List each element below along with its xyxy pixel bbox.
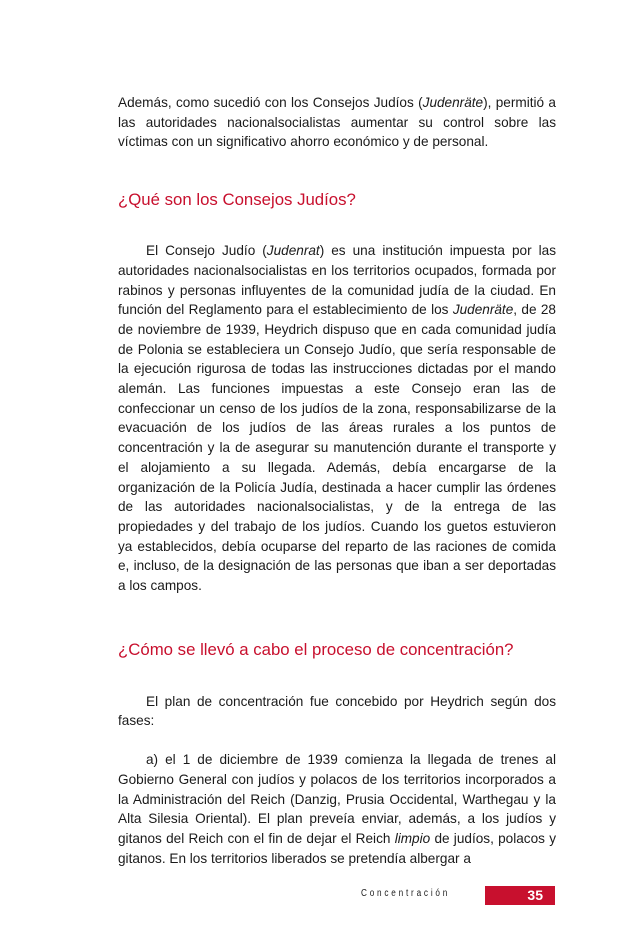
- page-number: 35: [527, 887, 543, 903]
- text-run: , de 28 de noviembre de 1939, Heydrich dispuso que en cada comunidad judía de Polonia se estableciera un Consejo Judío, que sería responsable de la ejecución rigurosa de todas las instrucciones dictadas por el mando alemán. Las funciones impuestas a este Consejo eran las de confeccionar un censo de los judíos de la zona, responsabilizarse de la evacuación de los judíos de las áreas rurales a los puntos de concentración y la de asegurar su manutención durante el transporte y el alojamiento a su llegada. Además, debía encargarse de la organización de la Policía Judía, destinada a hacer cumplir las órdenes de las autoridades nacionalsocialistas, y de la entrega de las propiedades y del trabajo de los judíos. Cuando los guetos estuvieron ya establecidos, debía ocuparse del reparto de las raciones de comida e, incluso, de la designación de las personas que iban a ser deportadas a los campos.: [118, 302, 556, 594]
- consejos-paragraph: [118, 241, 556, 596]
- page-number-badge: [485, 886, 555, 905]
- italic-term: Judenräte: [452, 302, 514, 318]
- italic-term: Judenräte: [422, 95, 484, 110]
- text-run: ), permitió a las autoridades nacionalsocialistas aumentar su control sobre las víctimas con un significativo ahorro económico y de personal.: [118, 95, 556, 150]
- text-run: de judíos, polacos y gitanos. En los territorios liberados se pretendía albergar a: [118, 830, 556, 866]
- italic-term: limpio: [394, 830, 431, 846]
- text-run: a) el 1 de diciembre de 1939 comienza la llegada de trenes al Gobierno General con judíos y polacos de los territorios incorporados a la Administración del Reich (Danzig, Prusia Occidental, Warthegau y la Alta Silesia Oriental). El plan preveía enviar, además, a los judíos y gitanos del Reich con el fin de dejar el Reich: [118, 752, 556, 846]
- section-heading-concentracion: ¿Cómo se llevó a cabo el proceso de concentración?: [118, 639, 514, 659]
- plan-paragraph: El plan de concentración fue concebido por Heydrich según dos fases:: [118, 693, 556, 729]
- page-body: [118, 93, 556, 868]
- chapter-label: Concentración: [361, 888, 451, 899]
- italic-term: Judenrat: [266, 243, 320, 259]
- text-run: ) es una institución impuesta por las autoridades nacionalsocialistas en los territorios ocupados, formada por rabinos y personas influyentes de la comunidad judía de la ciudad. En función del Reglamento para el establecimiento de los: [118, 243, 556, 318]
- intro-paragraph: [118, 93, 556, 152]
- phase-a-paragraph: [118, 750, 556, 868]
- text-run: El Consejo Judío (: [146, 243, 267, 259]
- section-heading-consejos: ¿Qué son los Consejos Judíos?: [118, 190, 356, 210]
- text-run: Además, como sucedió con los Consejos Judíos (: [118, 95, 423, 110]
